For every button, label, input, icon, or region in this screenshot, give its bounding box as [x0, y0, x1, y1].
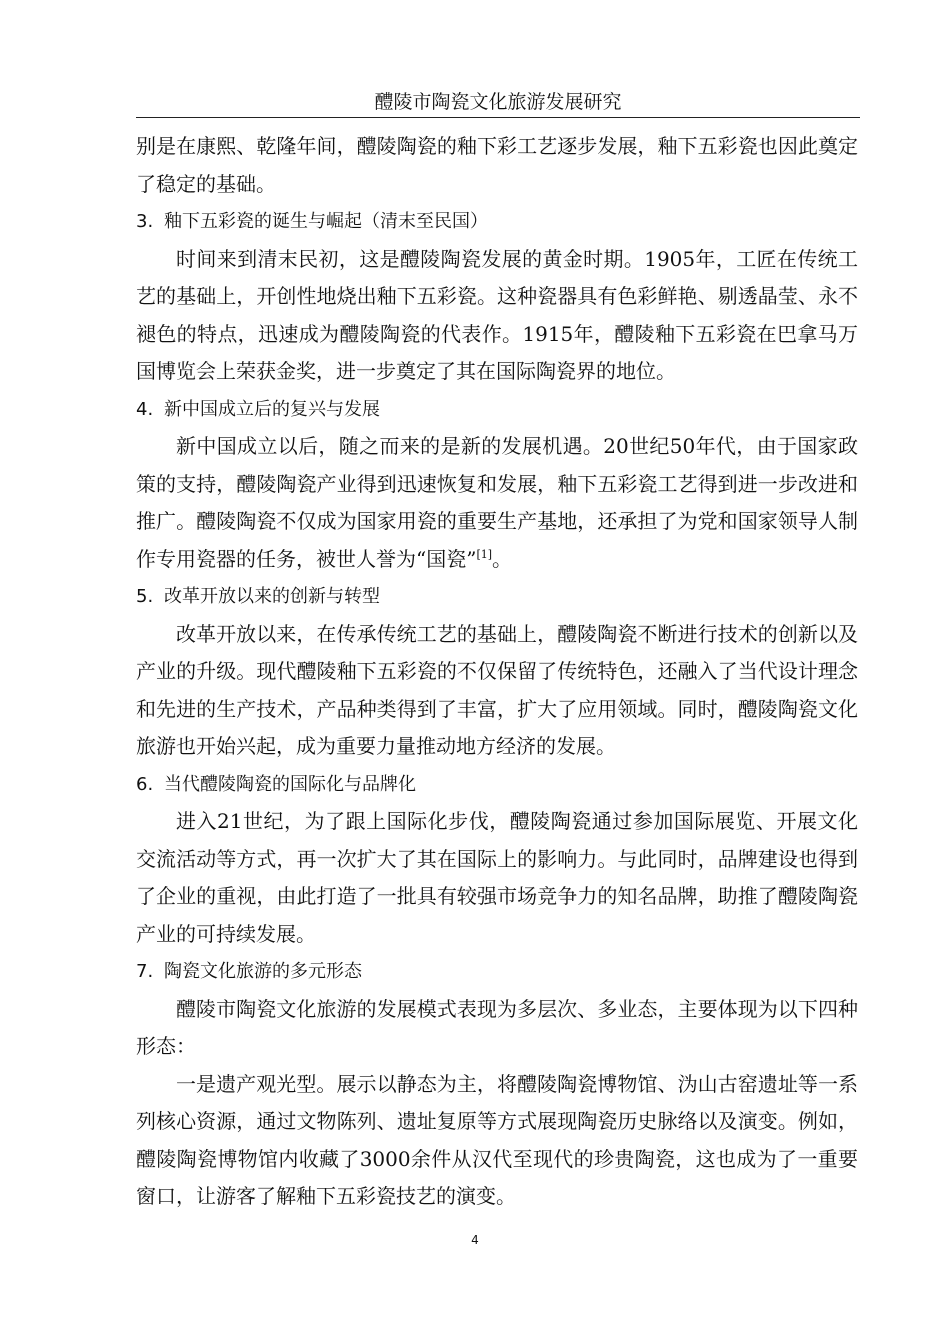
paragraph-section-6: 进入21世纪，为了跟上国际化步伐，醴陵陶瓷通过参加国际展览、开展文化交流活动等方式，再一次扩大了其在国际上的影响力。与此同时，品牌建设也得到了企业的重视，由此打造了一批具有较强市场竞争力的知名品牌，助推了醴陵陶瓷产业的可持续发展。	[136, 809, 858, 946]
paragraph-section-3: 时间来到清末民初，这是醴陵陶瓷发展的黄金时期。1905年，工匠在传统工艺的基础上，开创性地烧出釉下五彩瓷。这种瓷器具有色彩鲜艳、剔透晶莹、永不褪色的特点，迅速成为醴陵陶瓷的代表作。1915年，醴陵釉下五彩瓷在巴拿马万国博览会上荣获金奖，进一步奠定了其在国际陶瓷界的地位。	[136, 246, 858, 383]
citation-reference[interactable]: [1]	[476, 547, 493, 561]
section-heading-3	[136, 203, 858, 241]
paragraph-section-7-intro: 醴陵市陶瓷文化旅游的发展模式表现为多层次、多业态，主要体现为以下四种形态：	[136, 996, 858, 1058]
section-number: 7.	[136, 961, 154, 982]
section-heading-7	[136, 953, 858, 991]
paragraph-continued: 别是在康熙、乾隆年间，醴陵陶瓷的釉下彩工艺逐步发展，釉下五彩瓷也因此奠定了稳定的基础。	[136, 134, 858, 196]
section-heading-4	[136, 391, 858, 429]
section-title: 改革开放以来的创新与转型	[164, 586, 380, 607]
section-title: 釉下五彩瓷的诞生与崛起（清末至民国）	[164, 211, 488, 232]
section-heading-6	[136, 766, 858, 804]
section-title: 新中国成立后的复兴与发展	[164, 398, 380, 420]
header-rule	[136, 117, 860, 118]
running-header: 醴陵市陶瓷文化旅游发展研究	[374, 91, 622, 113]
section-title: 陶瓷文化旅游的多元形态	[164, 961, 362, 982]
document-body	[136, 128, 858, 1216]
section-title: 当代醴陵陶瓷的国际化与品牌化	[164, 773, 416, 795]
paragraph-section-5: 改革开放以来，在传承传统工艺的基础上，醴陵陶瓷不断进行技术的创新以及产业的升级。现代醴陵釉下五彩瓷的不仅保留了传统特色，还融入了当代设计理念和先进的生产技术，产品种类得到了丰富，扩大了应用领域。同时，醴陵陶瓷文化旅游也开始兴起，成为重要力量推动地方经济的发展。	[136, 621, 858, 758]
paragraph-text: 新中国成立以后，随之而来的是新的发展机遇。20世纪50年代，由于国家政策的支持，醴陵陶瓷产业得到迅速恢复和发展，釉下五彩瓷工艺得到进一步改进和推广。醴陵陶瓷不仅成为国家用瓷的重要生产基地，还承担了为党和国家领导人制作专用瓷器的任务，被世人誉为“国瓷”	[136, 434, 858, 571]
paragraph-section-7-heritage: 一是遗产观光型。展示以静态为主，将醴陵陶瓷博物馆、沩山古窑遗址等一系列核心资源，通过文物陈列、遗址复原等方式展现陶瓷历史脉络以及演变。例如，醴陵陶瓷博物馆内收藏了3000余件从汉代至现代的珍贵陶瓷，这也成为了一重要窗口，让游客了解釉下五彩瓷技艺的演变。	[136, 1071, 858, 1208]
page-number: 4	[471, 1233, 479, 1247]
section-number: 5.	[136, 586, 154, 607]
paragraph-section-4	[136, 428, 858, 578]
section-number: 3.	[136, 211, 154, 232]
section-heading-5	[136, 578, 858, 616]
paragraph-end-punctuation: 。	[492, 546, 513, 571]
section-number: 6.	[136, 773, 154, 795]
section-number: 4.	[136, 398, 154, 420]
